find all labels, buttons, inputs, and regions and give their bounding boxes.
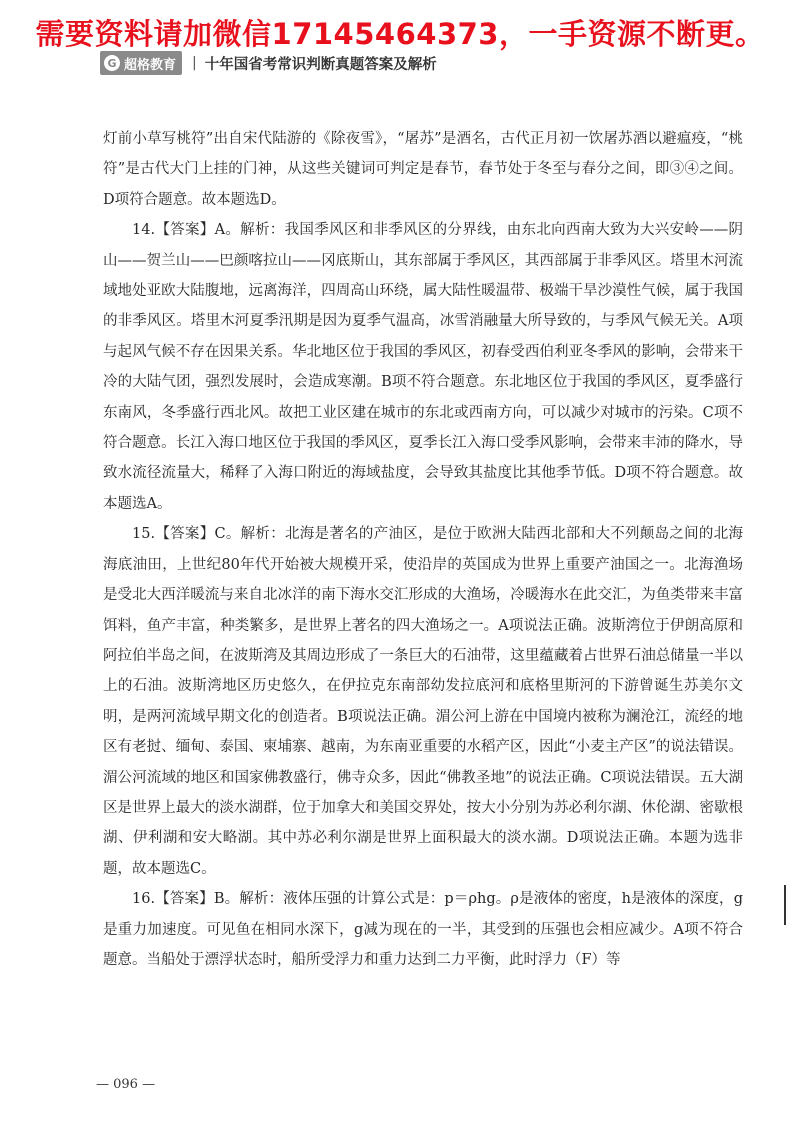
header-title: 十年国省考常识判断真题答案及解析 (204, 56, 437, 73)
header-separator: | (192, 55, 197, 71)
logo-icon: G (104, 55, 120, 71)
logo-text: 超格教育 (124, 57, 177, 73)
brand-logo (100, 51, 182, 75)
answer-14: 14.【答案】A。解析：我国季风区和非季风区的分界线，由东北向西南大致为大兴安岭——阴山——贺兰山——巴颜喀拉山——冈底斯山，其东部属于季风区，其西部属于非季风区。塔里木河流域地处亚欧大陆腹地，远离海洋，四周高山环绕，属大陆性暖温带、极端干旱沙漠性气候，属于我国的非季风区。塔里木河夏季汛期是因为夏季气温高，冰雪消融量大所导致的，与季风气候无关。A项与起风气候不存在因果关系。华北地区位于我国的季风区，初春受西伯利亚冬季风的影响，会带来干冷的大陆气团，强烈发展时，会造成寒潮。B项不符合题意。东北地区位于我国的季风区，夏季盛行东南风，冬季盛行西北风。故把工业区建在城市的东北或西南方向，可以减少对城市的污染。C项不符合题意。长江入海口地区位于我国的季风区，夏季长江入海口受季风影响，会带来丰沛的降水，导致水流径流量大，稀释了入海口附近的海域盐度，会导致其盐度比其他季节低。D项不符合题意。故本题选A。 (103, 222, 743, 512)
promo-banner: 需要资料请加微信17145464373，一手资源不断更。 (35, 17, 765, 51)
scan-edge-mark (784, 885, 786, 925)
answer-15: 15.【答案】C。解析：北海是著名的产油区，是位于欧洲大陆西北部和大不列颠岛之间的北海海底油田，上世纪80年代开始被大规模开采，使沿岸的英国成为世界上重要产油国之一。北海渔场是受北大西洋暖流与来自北冰洋的南下海水交汇形成的大渔场，冷暖海水在此交汇，为鱼类带来丰富饵料，鱼产丰富，种类繁多，是世界上著名的四大渔场之一。A项说法正确。波斯湾位于伊朗高原和阿拉伯半岛之间，在波斯湾及其周边形成了一条巨大的石油带，这里蕴藏着占世界石油总储量一半以上的石油。波斯湾地区历史悠久，在伊拉克东南部幼发拉底河和底格里斯河的下游曾诞生苏美尔文明，是两河流域早期文化的创造者。B项说法正确。湄公河上游在中国境内被称为澜沧江，流经的地区有老挝、缅甸、泰国、柬埔寨、越南，为东南亚重要的水稻产区，因此“小麦主产区”的说法错误。湄公河流域的地区和国家佛教盛行，佛寺众多，因此“佛教圣地”的说法正确。C项说法错误。五大湖区是世界上最大的淡水湖群，位于加拿大和美国交界处，按大小分别为苏必利尔湖、休伦湖、密歇根湖、伊利湖和安大略湖。其中苏必利尔湖是世界上面积最大的淡水湖。D项说法正确。本题为选非题，故本题选C。 (103, 526, 743, 877)
document-body (103, 124, 743, 975)
page-number: — 096 — (96, 1077, 156, 1092)
page-header (100, 50, 437, 76)
paragraph-continuation: 灯前小草写桃符”出自宋代陆游的《除夜雪》，“屠苏”是酒名，古代正月初一饮屠苏酒以避瘟疫，“桃符”是古代大门上挂的门神，从这些关键词可判定是春节，春节处于冬至与春分之间，即③④之间。D项符合题意。故本题选D。 (103, 131, 743, 208)
answer-16: 16.【答案】B。解析：液体压强的计算公式是：p＝ρhg。ρ是液体的密度，h是液体的深度，g是重力加速度。可见鱼在相同水深下，g减为现在的一半，其受到的压强也会相应减少。A项不符合题意。当船处于漂浮状态时，船所受浮力和重力达到二力平衡，此时浮力（F）等 (103, 891, 743, 968)
